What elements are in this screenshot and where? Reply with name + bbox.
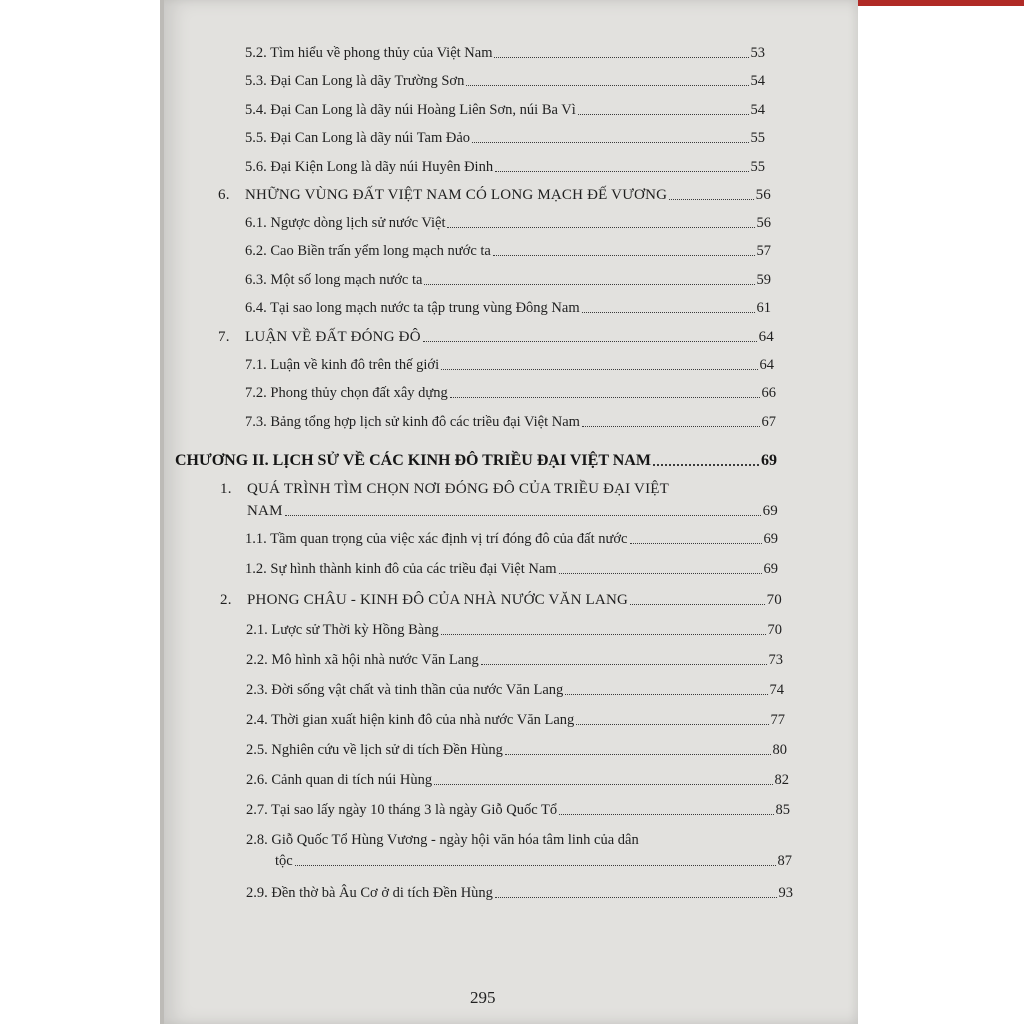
toc-entry-5-3[interactable] [245, 73, 765, 90]
chapter-page: 69 [761, 452, 777, 469]
toc-entry-text: 2.3. Đời sống vật chất và tinh thần của nước Văn Lang [246, 682, 564, 698]
toc-entry-text: 6.1. Ngược dòng lịch sử nước Việt [245, 215, 446, 231]
toc-entry-5-6[interactable] [245, 159, 765, 176]
dot-leader [494, 56, 748, 58]
toc-entry-2-7[interactable] [246, 802, 790, 819]
toc-entry-text: 2.2. Mô hình xã hội nhà nước Văn Lang [246, 652, 479, 668]
dot-leader [423, 340, 757, 342]
dot-leader [576, 723, 768, 725]
dot-leader [559, 572, 762, 574]
toc-entry-text: 5.4. Đại Can Long là dãy núi Hoàng Liên Sơn, núi Ba Vì [245, 102, 576, 118]
section-title: PHONG CHÂU - KINH ĐÔ CỦA NHÀ NƯỚC VĂN LANG [247, 592, 629, 608]
toc-entry-5-4[interactable] [245, 102, 765, 119]
toc-entry-page: 59 [756, 272, 771, 288]
section-page: 56 [755, 187, 771, 203]
top-red-strip [858, 0, 1024, 6]
toc-entry-text: 5.2. Tìm hiểu về phong thủy của Việt Nam [245, 45, 493, 61]
dot-leader [630, 542, 762, 544]
dot-leader [669, 198, 753, 200]
toc-entry-2-1[interactable] [246, 622, 782, 639]
toc-entry-2-8-line2[interactable] [275, 853, 792, 870]
section-page: 70 [766, 592, 782, 608]
toc-entry-text-line2: tộc [275, 853, 293, 869]
dot-leader [441, 368, 757, 370]
dot-leader [441, 633, 766, 635]
toc-entry-7-2[interactable] [245, 385, 776, 402]
toc-entry-page: 93 [778, 885, 793, 901]
dot-leader [466, 84, 748, 86]
toc-section-1-line2[interactable] [247, 503, 778, 520]
toc-entry-page: 67 [761, 414, 776, 430]
page-number: 295 [470, 988, 496, 1007]
toc-entry-6-2[interactable] [245, 243, 771, 260]
toc-entry-5-2[interactable] [245, 45, 765, 62]
toc-entry-2-2[interactable] [246, 652, 783, 669]
toc-entry-page: 53 [750, 45, 765, 61]
toc-entry-page: 73 [768, 652, 783, 668]
section-number: 7. [218, 329, 230, 345]
toc-entry-page: 80 [772, 742, 787, 758]
toc-entry-page: 61 [756, 300, 771, 316]
toc-entry-text: 5.3. Đại Can Long là dãy Trường Sơn [245, 73, 465, 89]
toc-entry-2-8-line1[interactable]: 2.8. Giỗ Quốc Tổ Hùng Vương - ngày hội văn hóa tâm linh của dân [246, 832, 639, 848]
toc-entry-text: 2.4. Thời gian xuất hiện kinh đô của nhà nước Văn Lang [246, 712, 575, 728]
dot-leader [493, 254, 755, 256]
toc-section-1-line1[interactable] [220, 481, 669, 498]
section-number: 2. [220, 592, 232, 608]
toc-entry-1-2[interactable] [245, 561, 778, 578]
dot-leader [653, 463, 759, 466]
toc-entry-7-3[interactable] [245, 414, 776, 431]
toc-entry-2-4[interactable] [246, 712, 785, 729]
toc-entry-text: 7.2. Phong thủy chọn đất xây dựng [245, 385, 448, 401]
section-number: 6. [218, 187, 230, 203]
toc-entry-6-1[interactable] [245, 215, 771, 232]
dot-leader [505, 753, 771, 755]
toc-entry-text: 2.1. Lược sử Thời kỳ Hồng Bàng [246, 622, 439, 638]
toc-entry-page: 82 [774, 772, 789, 788]
dot-leader [434, 783, 772, 785]
toc-entry-page: 57 [756, 243, 771, 259]
toc-entry-page: 85 [775, 802, 790, 818]
toc-entry-2-3[interactable] [246, 682, 784, 699]
toc-section-2[interactable] [220, 592, 782, 609]
dot-leader [472, 141, 748, 143]
toc-entry-6-4[interactable] [245, 300, 771, 317]
dot-leader [582, 425, 760, 427]
section-number: 1. [220, 481, 232, 497]
toc-section-6[interactable] [218, 187, 771, 204]
toc-entry-page: 74 [769, 682, 784, 698]
toc-entry-7-1[interactable] [245, 357, 774, 374]
toc-entry-text: 1.2. Sự hình thành kinh đô của các triều đại Việt Nam [245, 561, 557, 577]
dot-leader [582, 311, 755, 313]
dot-leader [630, 603, 765, 605]
dot-leader [565, 693, 767, 695]
toc-entry-text: 7.3. Bảng tổng hợp lịch sử kinh đô các triều đại Việt Nam [245, 414, 580, 430]
toc-entry-text: 2.6. Cảnh quan di tích núi Hùng [246, 772, 433, 788]
toc-section-7[interactable] [218, 329, 774, 346]
toc-entry-2-9[interactable] [246, 885, 793, 902]
toc-entry-1-1[interactable] [245, 531, 778, 548]
toc-entry-text: 2.7. Tại sao lấy ngày 10 tháng 3 là ngày Giỗ Quốc Tổ [246, 802, 558, 818]
toc-entry-text: 6.3. Một số long mạch nước ta [245, 272, 423, 288]
section-title: LUẬN VỀ ĐẤT ĐÓNG ĐÔ [245, 329, 421, 345]
section-title-line2: NAM [247, 503, 283, 519]
chapter-title: CHƯƠNG II. LỊCH SỬ VỀ CÁC KINH ĐÔ TRIỀU ĐẠI VIỆT NAM [175, 452, 651, 469]
dot-leader [424, 283, 754, 285]
section-page: 64 [758, 329, 774, 345]
dot-leader [447, 226, 754, 228]
toc-entry-page: 77 [770, 712, 785, 728]
toc-entry-text: 5.6. Đại Kiện Long là dãy núi Huyên Đinh [245, 159, 494, 175]
section-title-line1: QUÁ TRÌNH TÌM CHỌN NƠI ĐÓNG ĐÔ CỦA TRIỀU ĐẠI VIỆT [247, 481, 670, 497]
dot-leader [578, 113, 749, 115]
toc-entry-text: 7.1. Luận về kinh đô trên thế giới [245, 357, 440, 373]
toc-entry-text: 6.2. Cao Biền trấn yểm long mạch nước ta [245, 243, 491, 259]
dot-leader [495, 896, 777, 898]
toc-entry-2-5[interactable] [246, 742, 787, 759]
section-title: NHỮNG VÙNG ĐẤT VIỆT NAM CÓ LONG MẠCH ĐẾ VƯƠNG [245, 187, 668, 203]
dot-leader [450, 396, 760, 398]
toc-entry-page: 55 [750, 159, 765, 175]
toc-entry-page: 66 [761, 385, 776, 401]
dot-leader [559, 813, 773, 815]
toc-entry-page: 54 [750, 73, 765, 89]
toc-entry-page: 54 [750, 102, 765, 118]
toc-entry-6-3[interactable] [245, 272, 771, 289]
dot-leader [495, 170, 748, 172]
dot-leader [295, 864, 776, 866]
dot-leader [481, 663, 767, 665]
toc-entry-page: 70 [767, 622, 782, 638]
toc-entry-text: 1.1. Tầm quan trọng của việc xác định vị trí đóng đô của đất nước [245, 531, 628, 547]
toc-entry-text: 6.4. Tại sao long mạch nước ta tập trung vùng Đông Nam [245, 300, 580, 316]
toc-chapter-2[interactable] [175, 452, 777, 470]
toc-entry-text: 5.5. Đại Can Long là dãy núi Tam Đảo [245, 130, 471, 146]
toc-entry-text: 2.5. Nghiên cứu về lịch sử di tích Đền Hùng [246, 742, 503, 758]
toc-entry-5-5[interactable] [245, 130, 765, 147]
toc-entry-page: 69 [763, 531, 778, 547]
toc-entry-page: 87 [777, 853, 792, 869]
dot-leader [285, 514, 761, 516]
toc-entry-page: 55 [750, 130, 765, 146]
toc-entry-text: 2.9. Đền thờ bà Âu Cơ ở di tích Đền Hùng [246, 885, 493, 901]
section-page: 69 [762, 503, 778, 519]
toc-entry-page: 64 [759, 357, 774, 373]
toc-entry-2-6[interactable] [246, 772, 789, 789]
toc-entry-page: 69 [763, 561, 778, 577]
toc-entry-page: 56 [756, 215, 771, 231]
